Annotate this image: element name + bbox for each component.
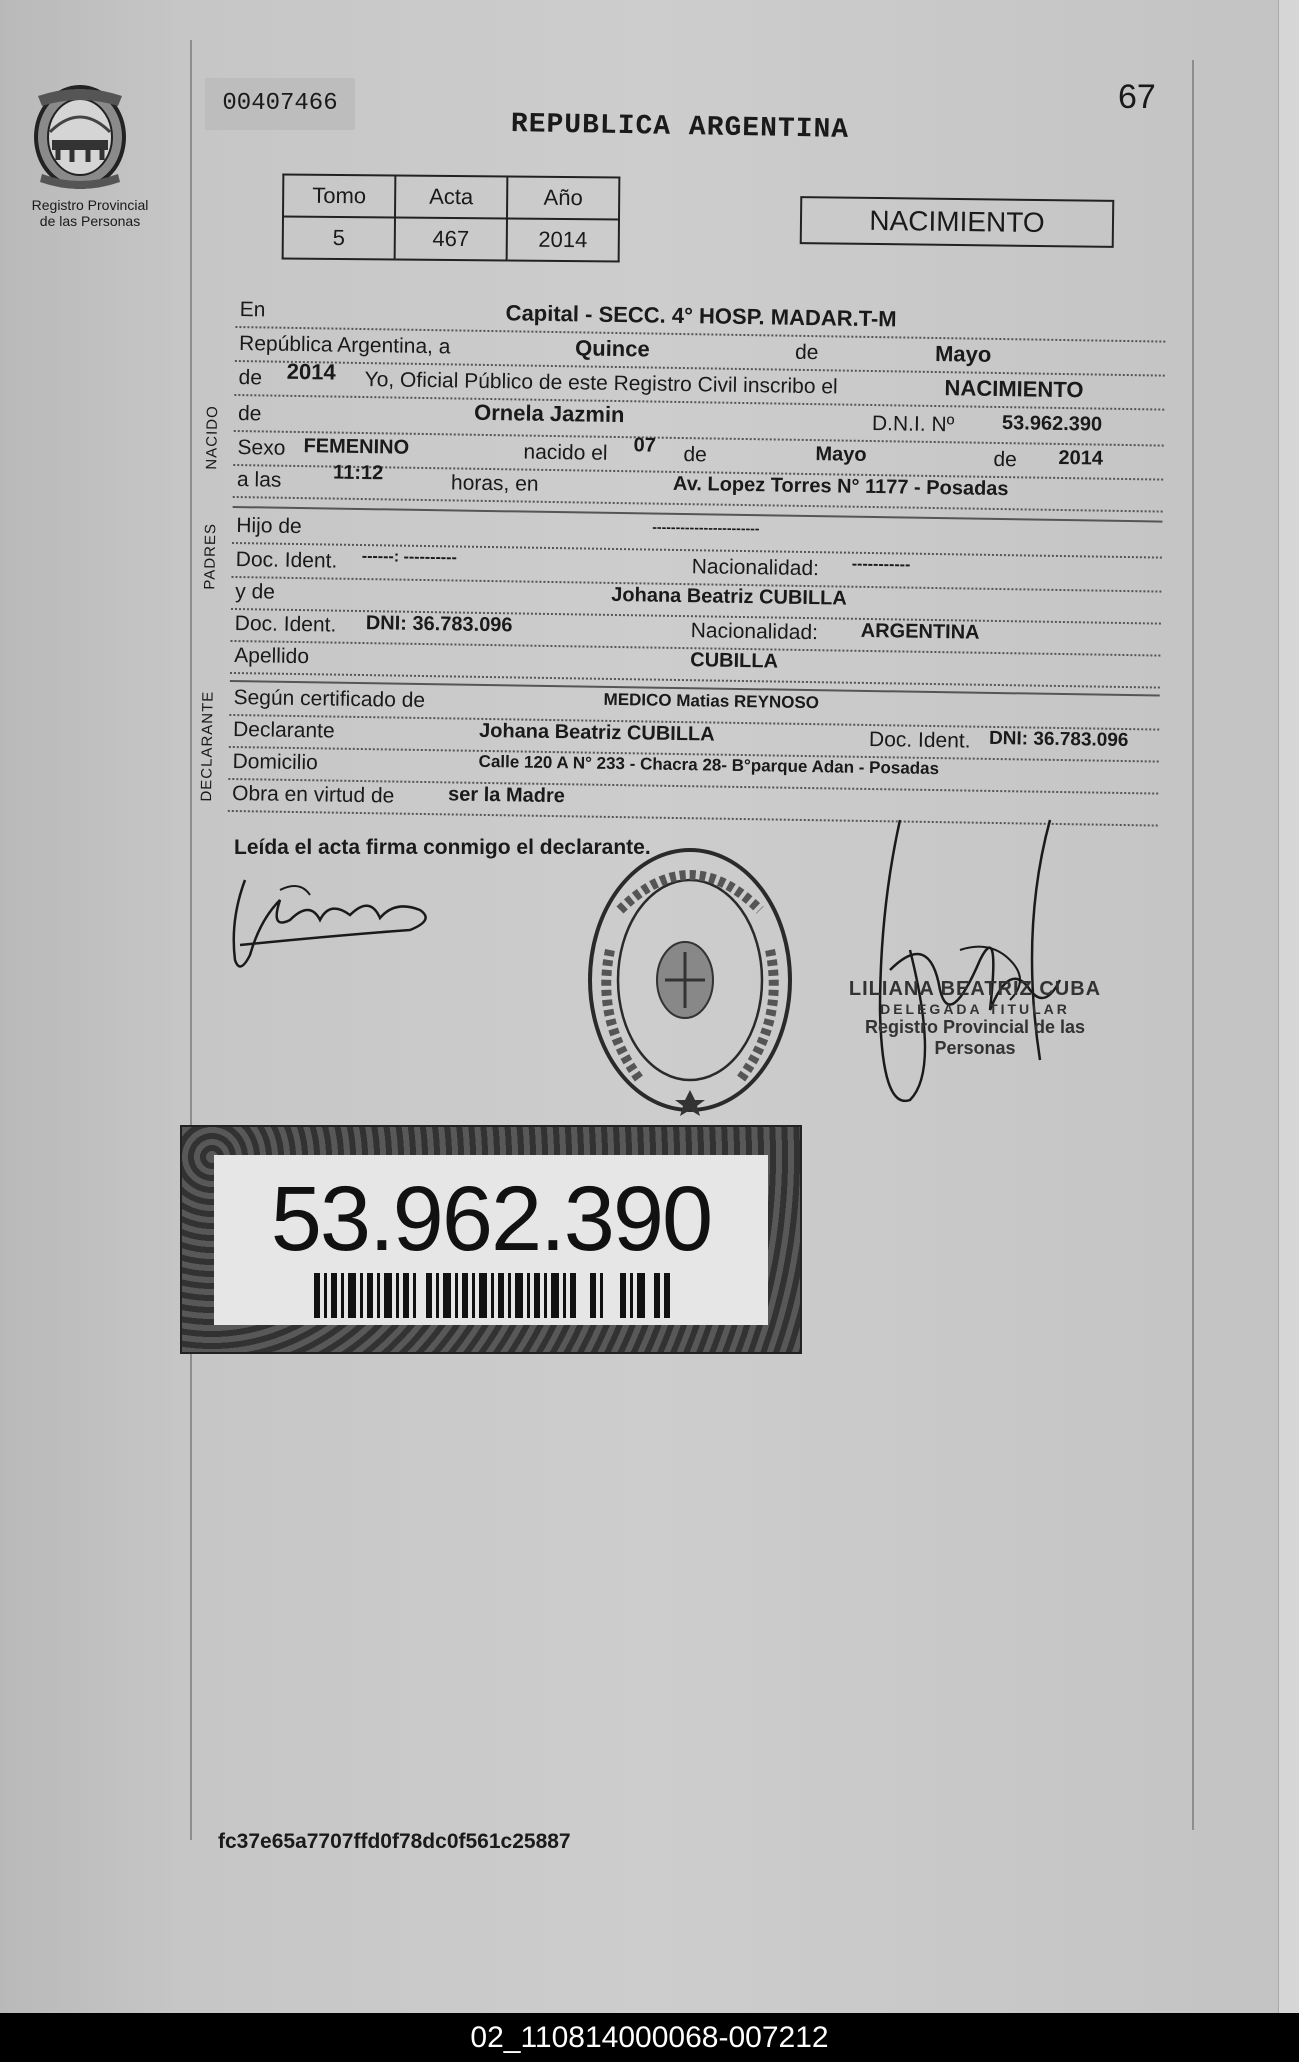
yo-text: Yo, Oficial Público de este Registro Civil inscribo el (364, 368, 838, 399)
nac1-label: Nacionalidad: (691, 555, 820, 581)
tomo-header: Tomo (283, 175, 395, 218)
registrar-title: DELEGADA TITULAR (880, 1001, 1070, 1017)
birth-day: 07 (633, 434, 657, 457)
child-dni: 53.962.390 (1001, 412, 1103, 436)
address-value: Calle 120 A N° 233 - Chacra 28- B°parque Adan - Posadas (478, 751, 940, 779)
mother-name: Johana Beatriz CUBILLA (611, 583, 847, 610)
sexo-label: Sexo (237, 436, 286, 460)
document-hash: fc37e65a7707ffd0f78dc0f561c25887 (218, 1830, 571, 1853)
yde-label: y de (235, 580, 276, 604)
declarant-signature (220, 860, 450, 980)
birth-time: 11:12 (332, 461, 384, 485)
barcode-number: 53.962.390 (270, 1168, 712, 1270)
en-label: En (239, 298, 266, 322)
declarant-doc: DNI: 36.783.096 (988, 727, 1129, 752)
de-label: de (794, 340, 819, 365)
de3-label: de (237, 402, 262, 426)
surname-value: CUBILLA (690, 649, 779, 673)
father-doc: ------: ---------- (361, 548, 457, 567)
obra-label: Obra en virtud de (231, 782, 395, 808)
certificate-value: MEDICO Matias REYNOSO (603, 689, 820, 713)
republica-label: República Argentina, a (238, 332, 451, 359)
registrar-name: LILIANA BEATRIZ CUBA (848, 978, 1102, 1000)
year-value: 2014 (286, 358, 336, 385)
registrar-block (835, 978, 1115, 1059)
de5-label: de (993, 447, 1017, 472)
father-nationality: ----------- (851, 555, 911, 574)
right-margin-line (1192, 60, 1194, 1830)
place-value: Capital - SECC. 4° HOSP. MADAR.T-M (505, 300, 897, 332)
page-number: 67 (1118, 78, 1156, 116)
birth-month: Mayo (815, 443, 867, 466)
horas-label: horas, en (450, 471, 539, 496)
apellido-label: Apellido (234, 644, 310, 669)
birth-place: Av. Lopez Torres N° 1177 - Posadas (672, 472, 1009, 501)
registry-table (282, 174, 621, 263)
cert-label: Según certificado de (233, 686, 426, 713)
page-edge (1278, 0, 1299, 2013)
record-type-box: NACIMIENTO (800, 196, 1115, 248)
father-name: ----------------------- (652, 518, 760, 537)
serial-number: 00407466 (205, 78, 355, 130)
barcode-icon (314, 1273, 674, 1318)
de4-label: de (683, 443, 708, 467)
birth-year: 2014 (1058, 446, 1104, 470)
left-margin-line (190, 40, 192, 1840)
registrar-signature (870, 810, 1090, 1120)
mother-doc: DNI: 36.783.096 (365, 612, 513, 637)
declarante-label: Declarante (232, 718, 335, 743)
sex-value: FEMENINO (303, 435, 410, 459)
barcode-panel (214, 1155, 768, 1325)
document-title: REPUBLICA ARGENTINA (510, 109, 850, 146)
anio-header: Año (507, 176, 619, 219)
doc3-label: Doc. Ident. (868, 727, 971, 753)
footer-id: 02_110814000068-007212 (0, 2013, 1299, 2062)
capacity-value: ser la Madre (447, 783, 565, 808)
day-words: Quince (574, 335, 650, 362)
acta-header: Acta (395, 176, 507, 219)
side-label-padres: PADRES (201, 522, 220, 590)
registrar-office: Registro Provincial de las Personas (864, 1017, 1086, 1058)
nac2-label: Nacionalidad: (690, 619, 819, 645)
provincial-seal (30, 82, 150, 229)
inscribe-value: NACIMIENTO (944, 375, 1084, 403)
side-label-declarante: DECLARANTE (197, 690, 217, 802)
nacido-label: nacido el (523, 440, 608, 465)
dni-label: D.N.I. Nº (871, 412, 955, 437)
mother-nationality: ARGENTINA (860, 619, 980, 644)
misiones-emblem-icon (30, 82, 130, 192)
doc1-label: Doc. Ident. (235, 548, 338, 573)
closing-statement: Leída el acta firma conmigo el declarante. (234, 836, 651, 859)
seal-caption-2: de las Personas (39, 213, 141, 229)
official-stamp (580, 840, 800, 1120)
month-value: Mayo (934, 340, 992, 367)
domicilio-label: Domicilio (232, 750, 318, 775)
de2-label: de (238, 366, 263, 390)
child-name: Ornela Jazmin (473, 399, 625, 428)
acta-value: 467 (395, 218, 507, 261)
alas-label: a las (236, 468, 282, 492)
hijo-label: Hijo de (236, 514, 302, 539)
declarant-name: Johana Beatriz CUBILLA (478, 719, 715, 746)
doc2-label: Doc. Ident. (234, 612, 337, 637)
anio-value: 2014 (507, 218, 619, 261)
tomo-value: 5 (283, 217, 395, 260)
seal-caption-1: Registro Provincial (31, 197, 149, 213)
dni-barcode-label (180, 1125, 802, 1354)
side-label-nacido: NACIDO (203, 405, 222, 470)
